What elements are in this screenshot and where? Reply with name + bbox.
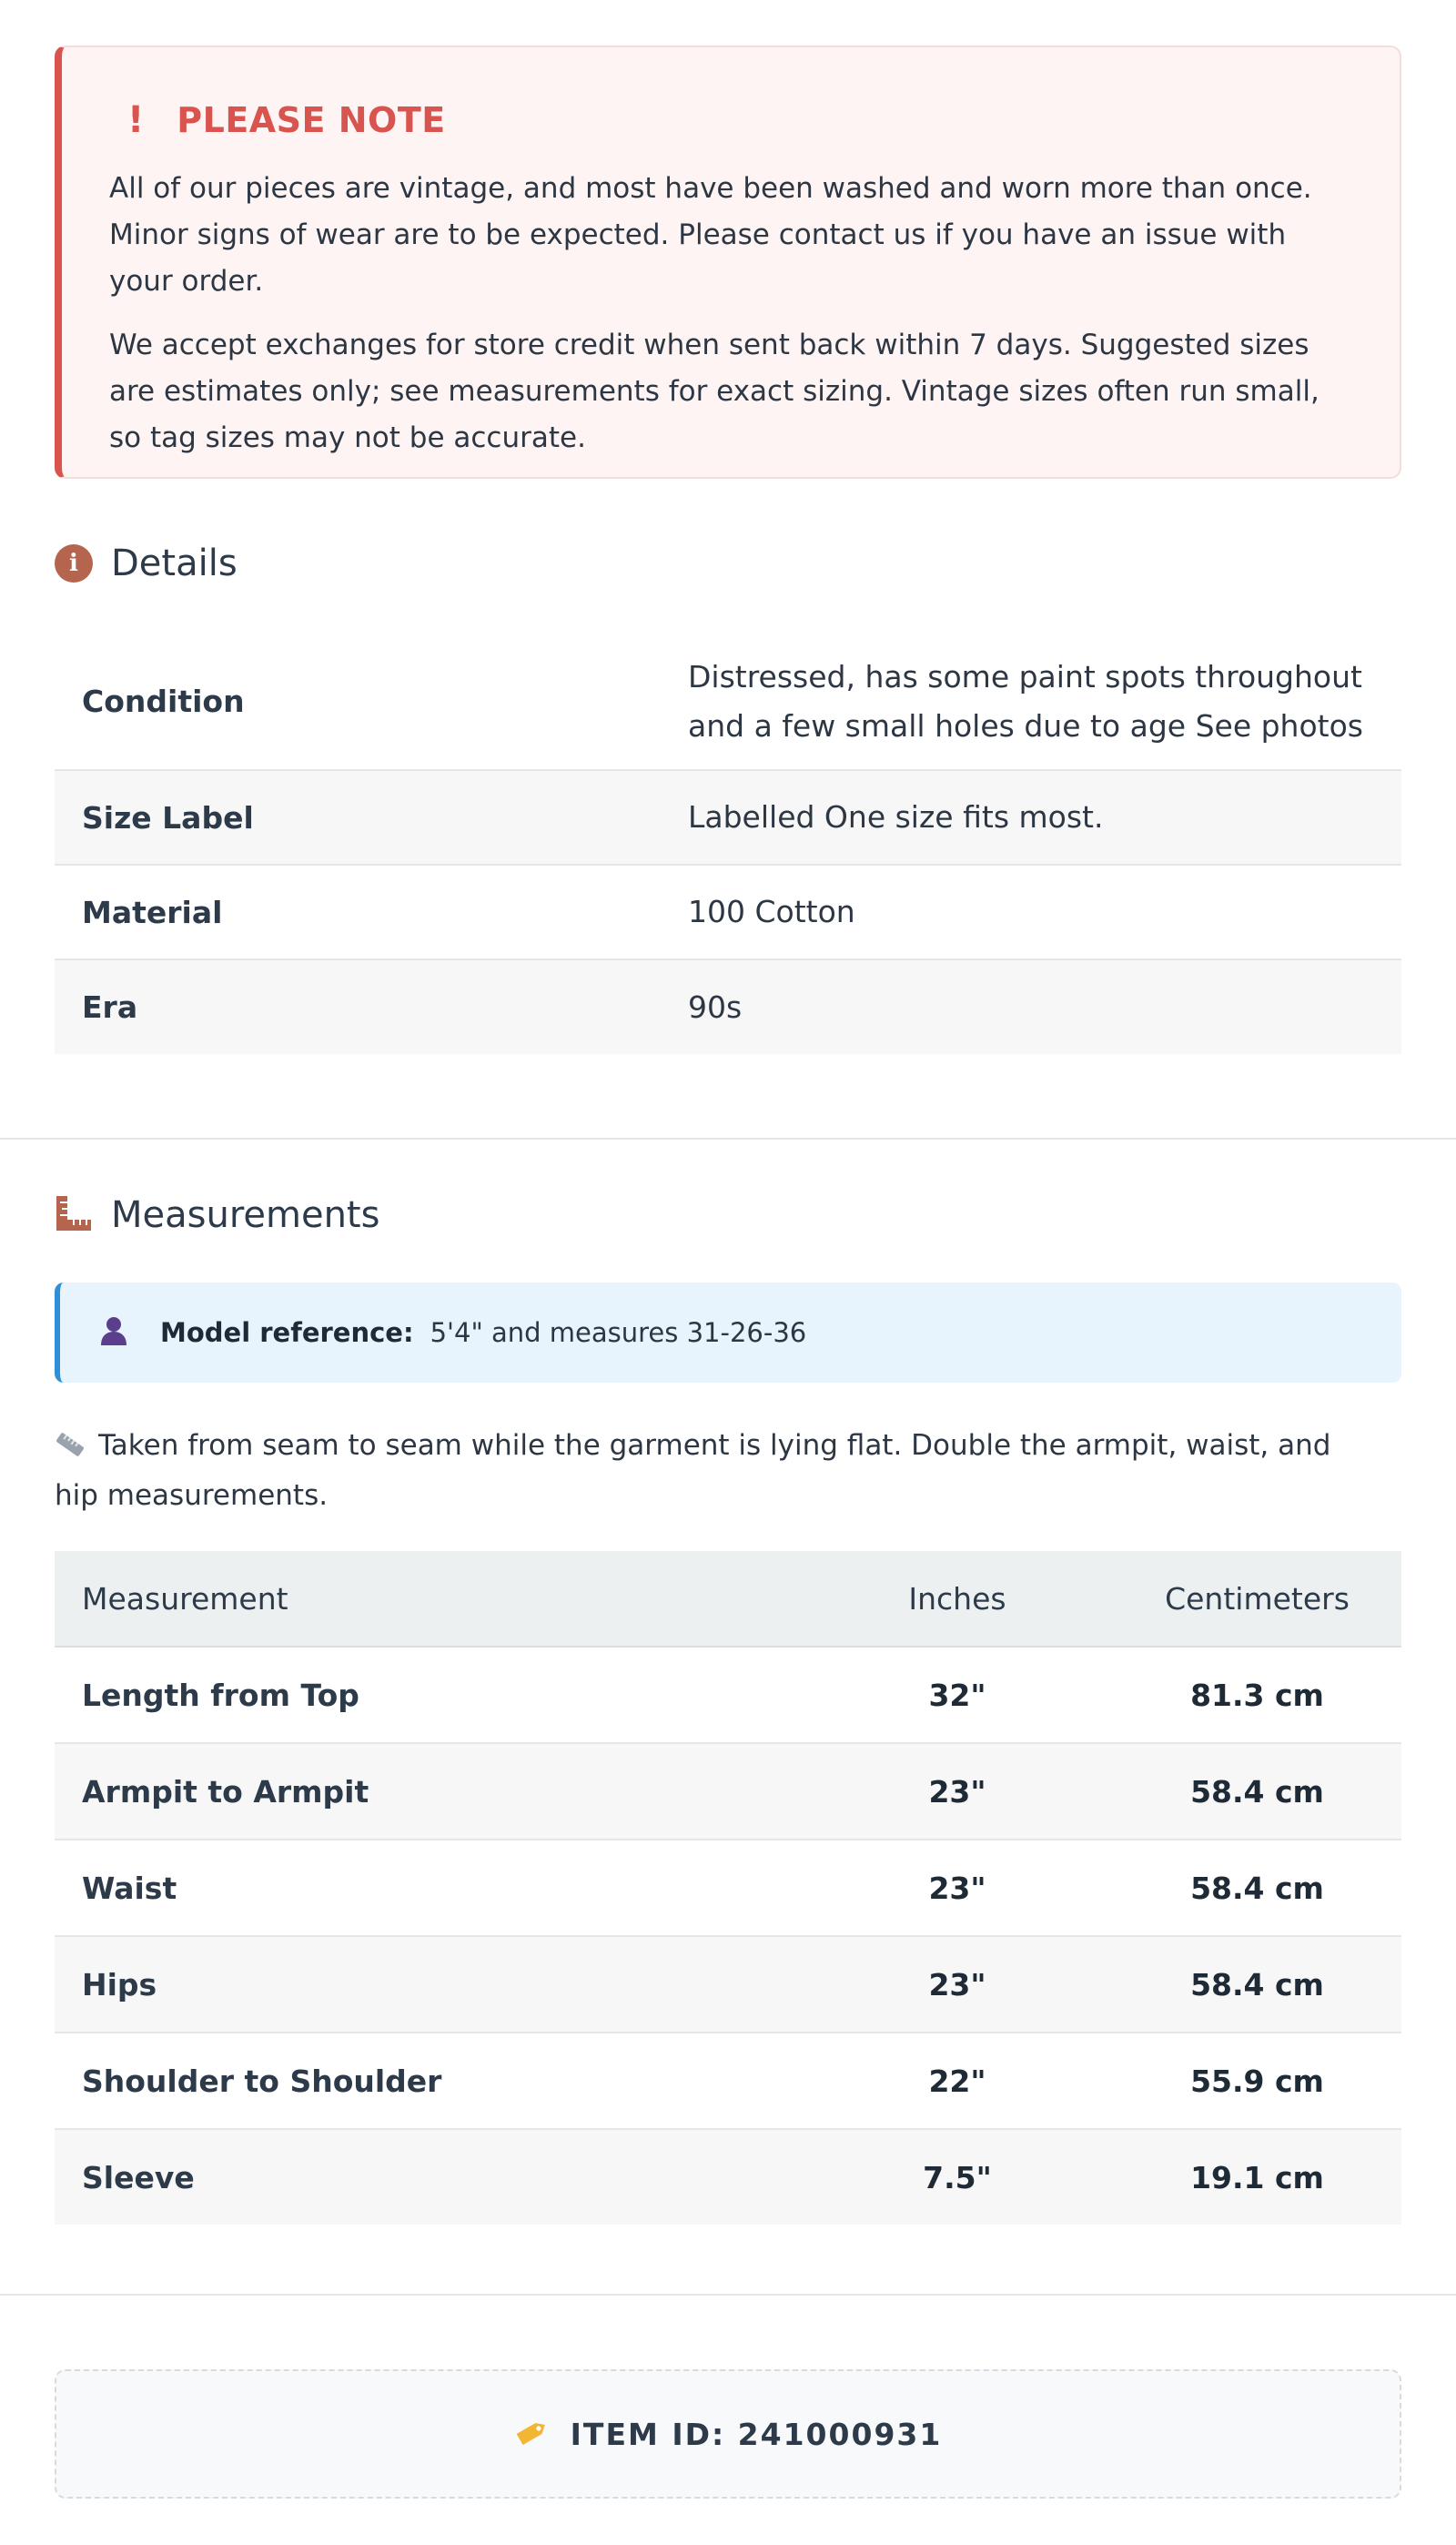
- item-id-box: [55, 2369, 1401, 2499]
- column-header-inches: Inches: [802, 1551, 1113, 1647]
- measurements-title: Measurements: [111, 1194, 380, 1236]
- details-table: [55, 634, 1401, 1054]
- details-value: Labelled One size fits most.: [688, 799, 1104, 835]
- measurement-cm: 58.4 cm: [1113, 1840, 1401, 1936]
- measurement-name: Hips: [55, 1936, 802, 2033]
- measurement-inches: 22": [802, 2033, 1113, 2129]
- table-row: [55, 1936, 1401, 2033]
- details-row: [55, 770, 1401, 865]
- table-row: [55, 1743, 1401, 1840]
- table-row: [55, 1840, 1401, 1936]
- details-value: 90s: [688, 989, 743, 1025]
- details-row: [55, 865, 1401, 959]
- measurement-inches: 23": [802, 1936, 1113, 2033]
- measurements-table: [55, 1551, 1401, 2225]
- measurement-cm: 58.4 cm: [1113, 1936, 1401, 2033]
- details-row: [55, 634, 1401, 770]
- notice-title: PLEASE NOTE: [177, 100, 446, 140]
- exclamation-icon: !: [127, 99, 145, 141]
- table-row: [55, 2129, 1401, 2225]
- section-divider: [0, 1138, 1456, 1140]
- model-reference-label: Model reference:: [160, 1317, 414, 1348]
- measurement-inches: 23": [802, 1743, 1113, 1840]
- details-label: Size Label: [82, 799, 254, 836]
- measurements-heading: [55, 1194, 379, 1236]
- section-divider: [0, 2294, 1456, 2296]
- details-label: Material: [82, 894, 223, 930]
- details-value: 100 Cotton: [688, 894, 855, 929]
- measurement-cm: 19.1 cm: [1113, 2129, 1401, 2225]
- measurement-note: [55, 1423, 1347, 1519]
- details-row: [55, 959, 1401, 1054]
- column-header-measurement: Measurement: [55, 1551, 802, 1647]
- measurement-inches: 7.5": [802, 2129, 1113, 2225]
- measurement-inches: 32": [802, 1647, 1113, 1743]
- measurement-cm: 55.9 cm: [1113, 2033, 1401, 2129]
- info-circle-icon: i: [55, 544, 93, 583]
- measurement-name: Shoulder to Shoulder: [55, 2033, 802, 2129]
- details-heading: [55, 542, 238, 584]
- details-label: Era: [82, 989, 138, 1025]
- column-header-centimeters: Centimeters: [1113, 1551, 1401, 1647]
- measurement-inches: 23": [802, 1840, 1113, 1936]
- measurement-note-text: Taken from seam to seam while the garment is lying flat. Double the armpit, waist, and hip measurements.: [55, 1429, 1331, 1512]
- model-reference-value: 5'4" and measures 31-26-36: [430, 1317, 807, 1348]
- measurement-name: Length from Top: [55, 1647, 802, 1743]
- measurement-name: Waist: [55, 1840, 802, 1936]
- please-note-box: [55, 46, 1401, 479]
- details-title: Details: [111, 542, 238, 584]
- table-header-row: [55, 1551, 1401, 1647]
- details-label: Condition: [82, 684, 245, 719]
- model-reference-box: [55, 1283, 1401, 1383]
- person-icon: [98, 1315, 129, 1350]
- measurement-cm: 81.3 cm: [1113, 1647, 1401, 1743]
- item-id-text: ITEM ID: 241000931: [570, 2416, 943, 2452]
- details-value: Distressed, has some paint spots throughout and a few small holes due to age See photos: [688, 658, 1363, 744]
- ruler-icon: [55, 1194, 93, 1236]
- measurement-name: Armpit to Armpit: [55, 1743, 802, 1840]
- measurement-cm: 58.4 cm: [1113, 1743, 1401, 1840]
- tag-icon: [514, 2417, 551, 2451]
- notice-paragraph-1: All of our pieces are vintage, and most have been washed and worn more than once. Minor signs of wear are to be expected. Please contact us if you have an issue with your order.: [109, 172, 1312, 298]
- table-row: [55, 2033, 1401, 2129]
- table-row: [55, 1647, 1401, 1743]
- measurement-name: Sleeve: [55, 2129, 802, 2225]
- notice-paragraph-2: We accept exchanges for store credit when sent back within 7 days. Suggested sizes are estimates only; see measurements for exact sizing. Vintage sizes often run small, so tag sizes may not be accurate.: [109, 329, 1320, 454]
- notice-header: [109, 98, 1352, 142]
- ruler-small-icon: [55, 1426, 86, 1473]
